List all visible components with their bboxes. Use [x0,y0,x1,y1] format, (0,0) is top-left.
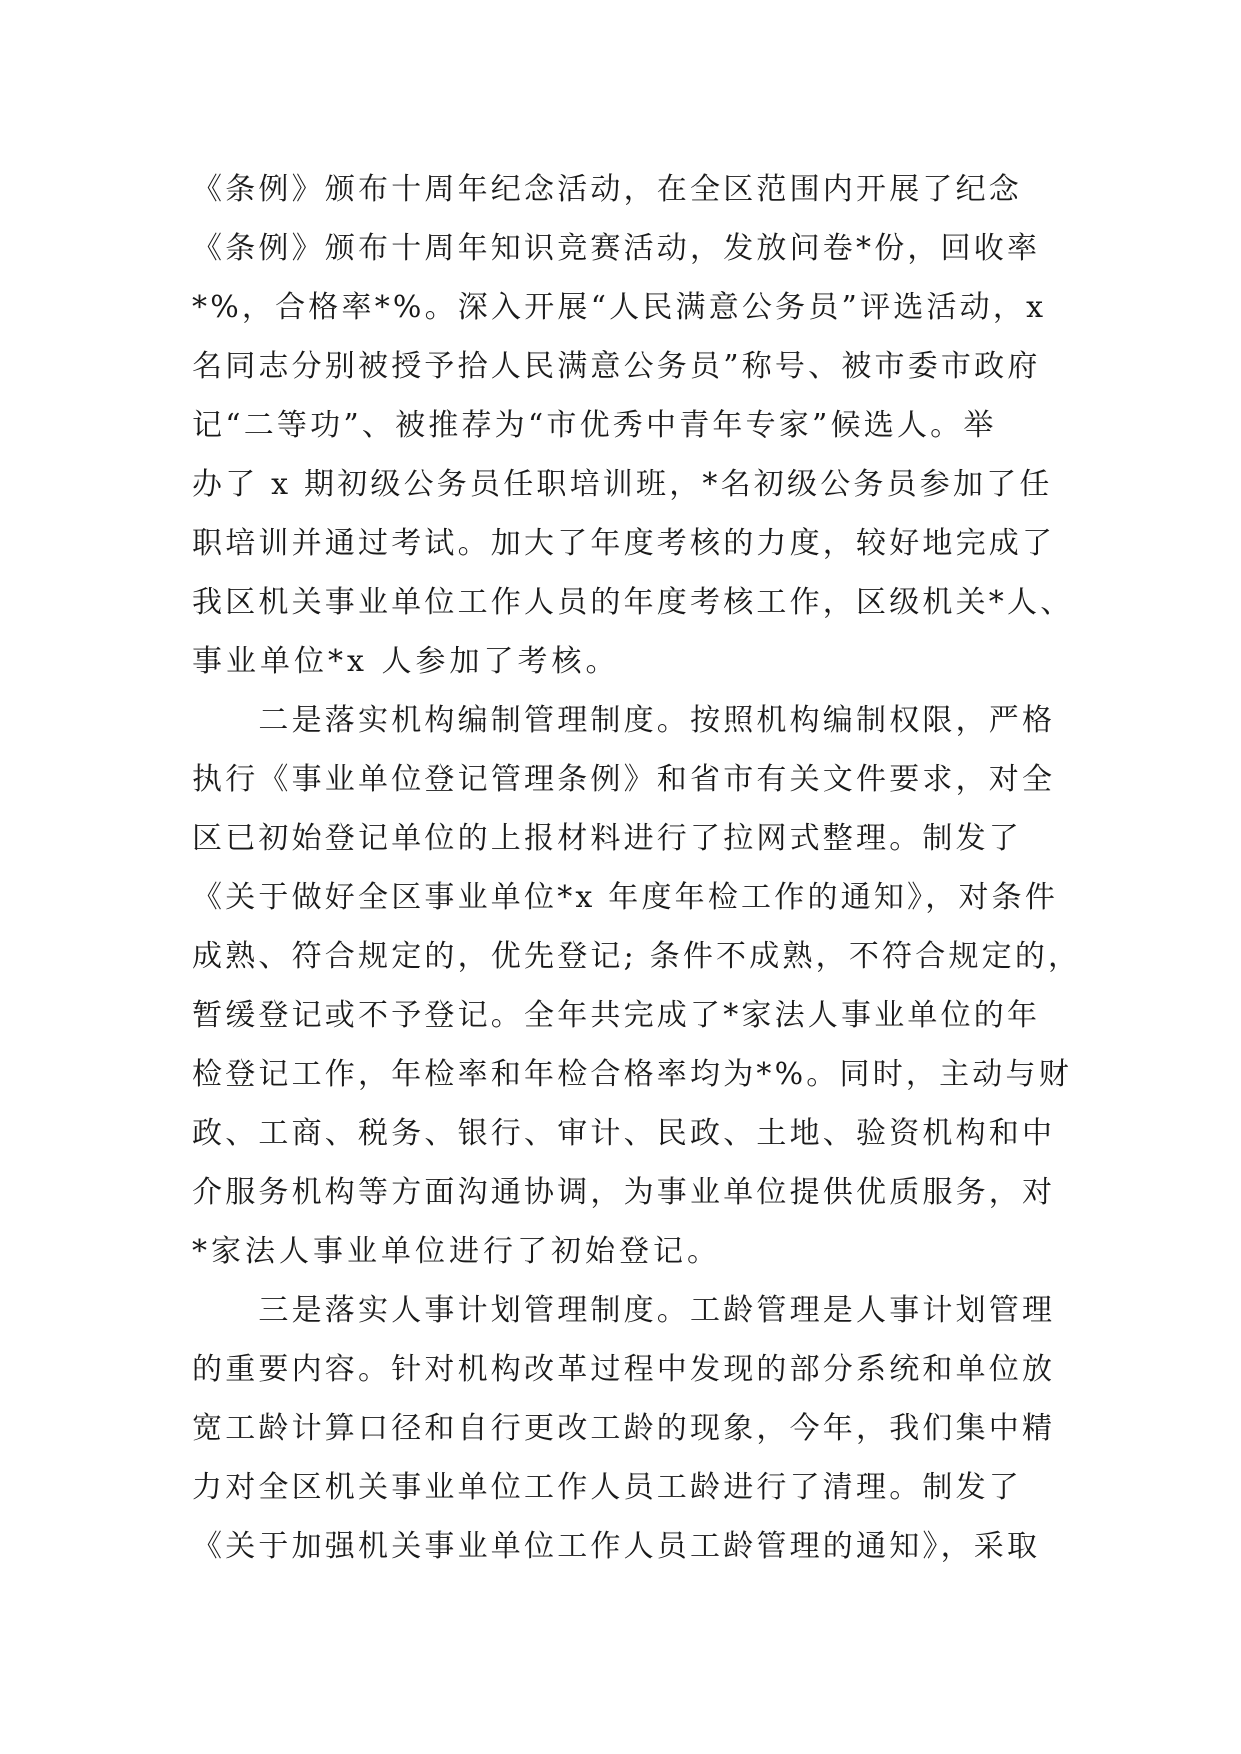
text-line: 《条例》颁布十周年知识竞赛活动，发放问卷*份，回收率 [192,231,1041,266]
text-line: 力对全区机关事业单位工作人员工龄进行了清理。制发了 [192,1470,1022,1505]
text-line: 记“二等功”、被推荐为“市优秀中青年专家”候选人。举 [192,408,997,443]
text-line: 检登记工作，年检率和年检合格率均为*%。同时，主动与财 [192,1057,1072,1092]
text-line: 的重要内容。针对机构改革过程中发现的部分系统和单位放 [192,1352,1056,1387]
text-line: 名同志分别被授予拾人民满意公务员”称号、被市委市政府 [192,349,1041,384]
text-line: 介服务机构等方面沟通协调，为事业单位提供优质服务，对 [192,1175,1056,1210]
text-line: 职培训并通过考试。加大了年度考核的力度，较好地完成了 [192,526,1056,561]
text-line: 事业单位*x 人参加了考核。 [192,644,620,679]
text-line: 《关于加强机关事业单位工作人员工龄管理的通知》，采取 [192,1529,1041,1564]
text-line: 执行《事业单位登记管理条例》和省市有关文件要求，对全 [192,762,1056,797]
text-line: 办了 x 期初级公务员任职培训班，*名初级公务员参加了任 [192,467,1053,502]
text-line: 暂缓登记或不予登记。全年共完成了*家法人事业单位的年 [192,998,1041,1033]
text-line: 政、工商、税务、银行、审计、民政、土地、验资机构和中 [192,1116,1056,1151]
text-line: *家法人事业单位进行了初始登记。 [192,1234,721,1269]
text-line: 《条例》颁布十周年纪念活动，在全区范围内开展了纪念 [192,172,1022,207]
text-line: *%，合格率*%。深入开展“人民满意公务员”评选活动，x [192,290,1047,325]
body-text [192,160,1082,1576]
text-line: 区已初始登记单位的上报材料进行了拉网式整理。制发了 [192,821,1022,856]
text-line: 我区机关事业单位工作人员的年度考核工作，区级机关*人、 [192,585,1074,620]
text-line: 成熟、符合规定的，优先登记; 条件不成熟，不符合规定的， [192,939,1082,974]
paragraph-first-line: 二是落实机构编制管理制度。按照机构编制权限，严格 [192,703,1056,738]
text-line: 《关于做好全区事业单位*x 年度年检工作的通知》，对条件 [192,880,1059,915]
paragraph-first-line: 三是落实人事计划管理制度。工龄管理是人事计划管理 [192,1293,1056,1328]
text-line: 宽工龄计算口径和自行更改工龄的现象，今年，我们集中精 [192,1411,1056,1446]
